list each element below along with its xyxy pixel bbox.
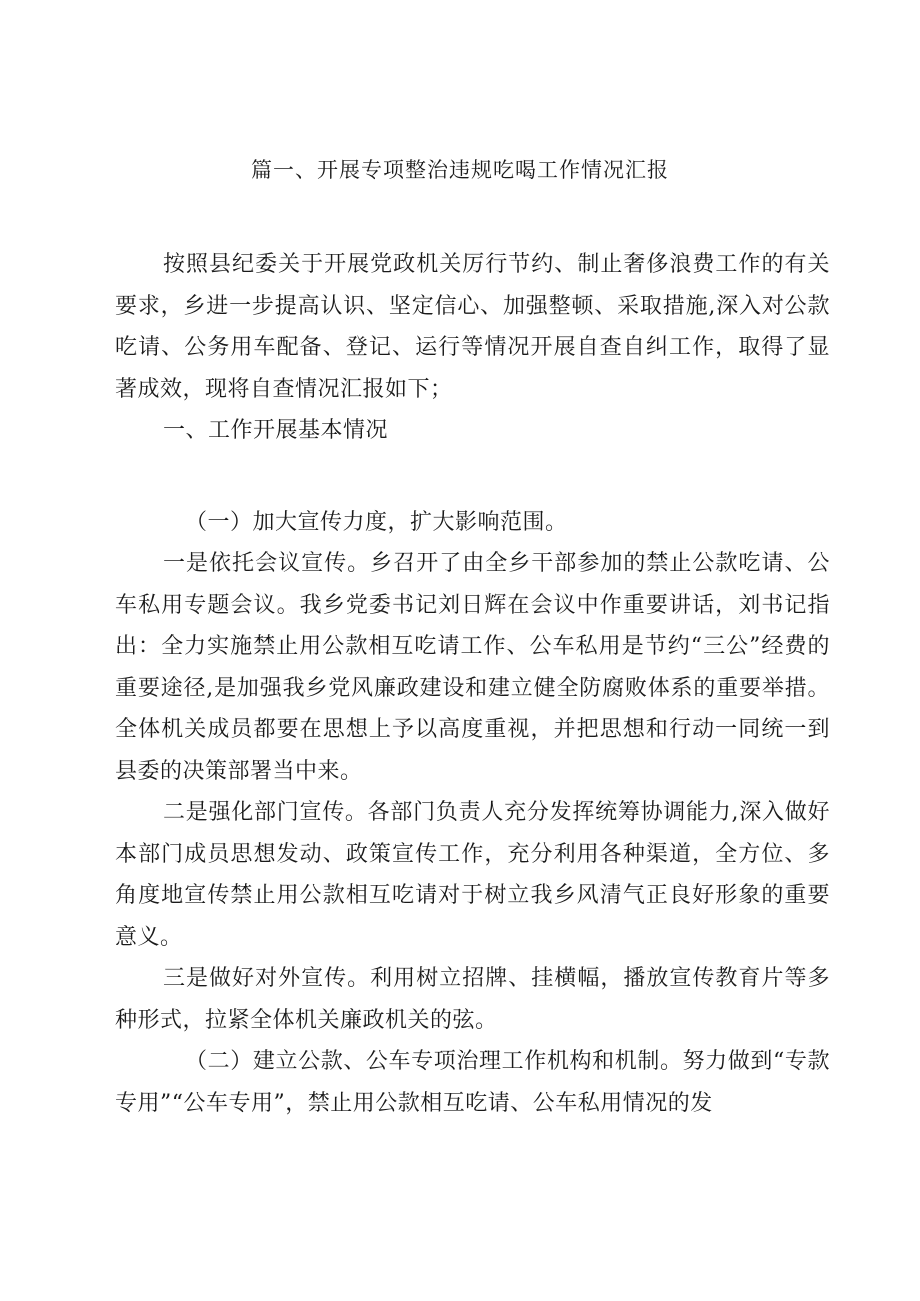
paragraph-intro: 按照县纪委关于开展党政机关厉行节约、制止奢侈浪费工作的有关要求，乡进一步提高认识、坚定信心、加强整顿、采取措施,深入对公款吃请、公务用车配备、登记、运行等情况开展自查自纠工作，取得了显著成效，现将自查情况汇报如下； [115, 252, 830, 402]
document-title: 篇一、开展专项整治违规吃喝工作情况汇报 [251, 158, 669, 182]
paragraph-external-publicity: 三是做好对外宣传。利用树立招牌、挂横幅，播放宣传教育片等多种形式，拉紧全体机关廉政机关的弦。 [115, 966, 830, 1033]
document-body [115, 244, 830, 1124]
subsection-heading-1: （一）加大宣传力度，扩大影响范围。 [185, 509, 568, 535]
paragraph-department-publicity: 二是强化部门宣传。各部门负责人充分发挥统筹协调能力,深入做好本部门成员思想发动、政策宣传工作，充分利用各种渠道，全方位、多角度地宣传禁止用公款相互吃请对于树立我乡风清气正良好形象的重要意义。 [115, 800, 830, 950]
paragraph-meeting-publicity: 一是依托会议宣传。乡召开了由全乡干部参加的禁止公款吃请、公车私用专题会议。我乡党委书记刘日辉在会议中作重要讲话，刘书记指出：全力实施禁止用公款相互吃请工作、公车私用是节约“三公”经费的重要途径,是加强我乡党风廉政建设和建立健全防腐败体系的重要举措。全体机关成员都要在思想上予以高度重视，并把思想和行动一同统一到县委的决策部署当中来。 [115, 551, 830, 784]
subsection-heading-2: （二）建立公款、公车专项治理工作机构和机制。努力做到“专款专用”“公车专用”，禁止用公款相互吃请、公车私用情况的发 [115, 1049, 830, 1116]
section-heading-1: 一、工作开展基本情况 [163, 418, 389, 443]
